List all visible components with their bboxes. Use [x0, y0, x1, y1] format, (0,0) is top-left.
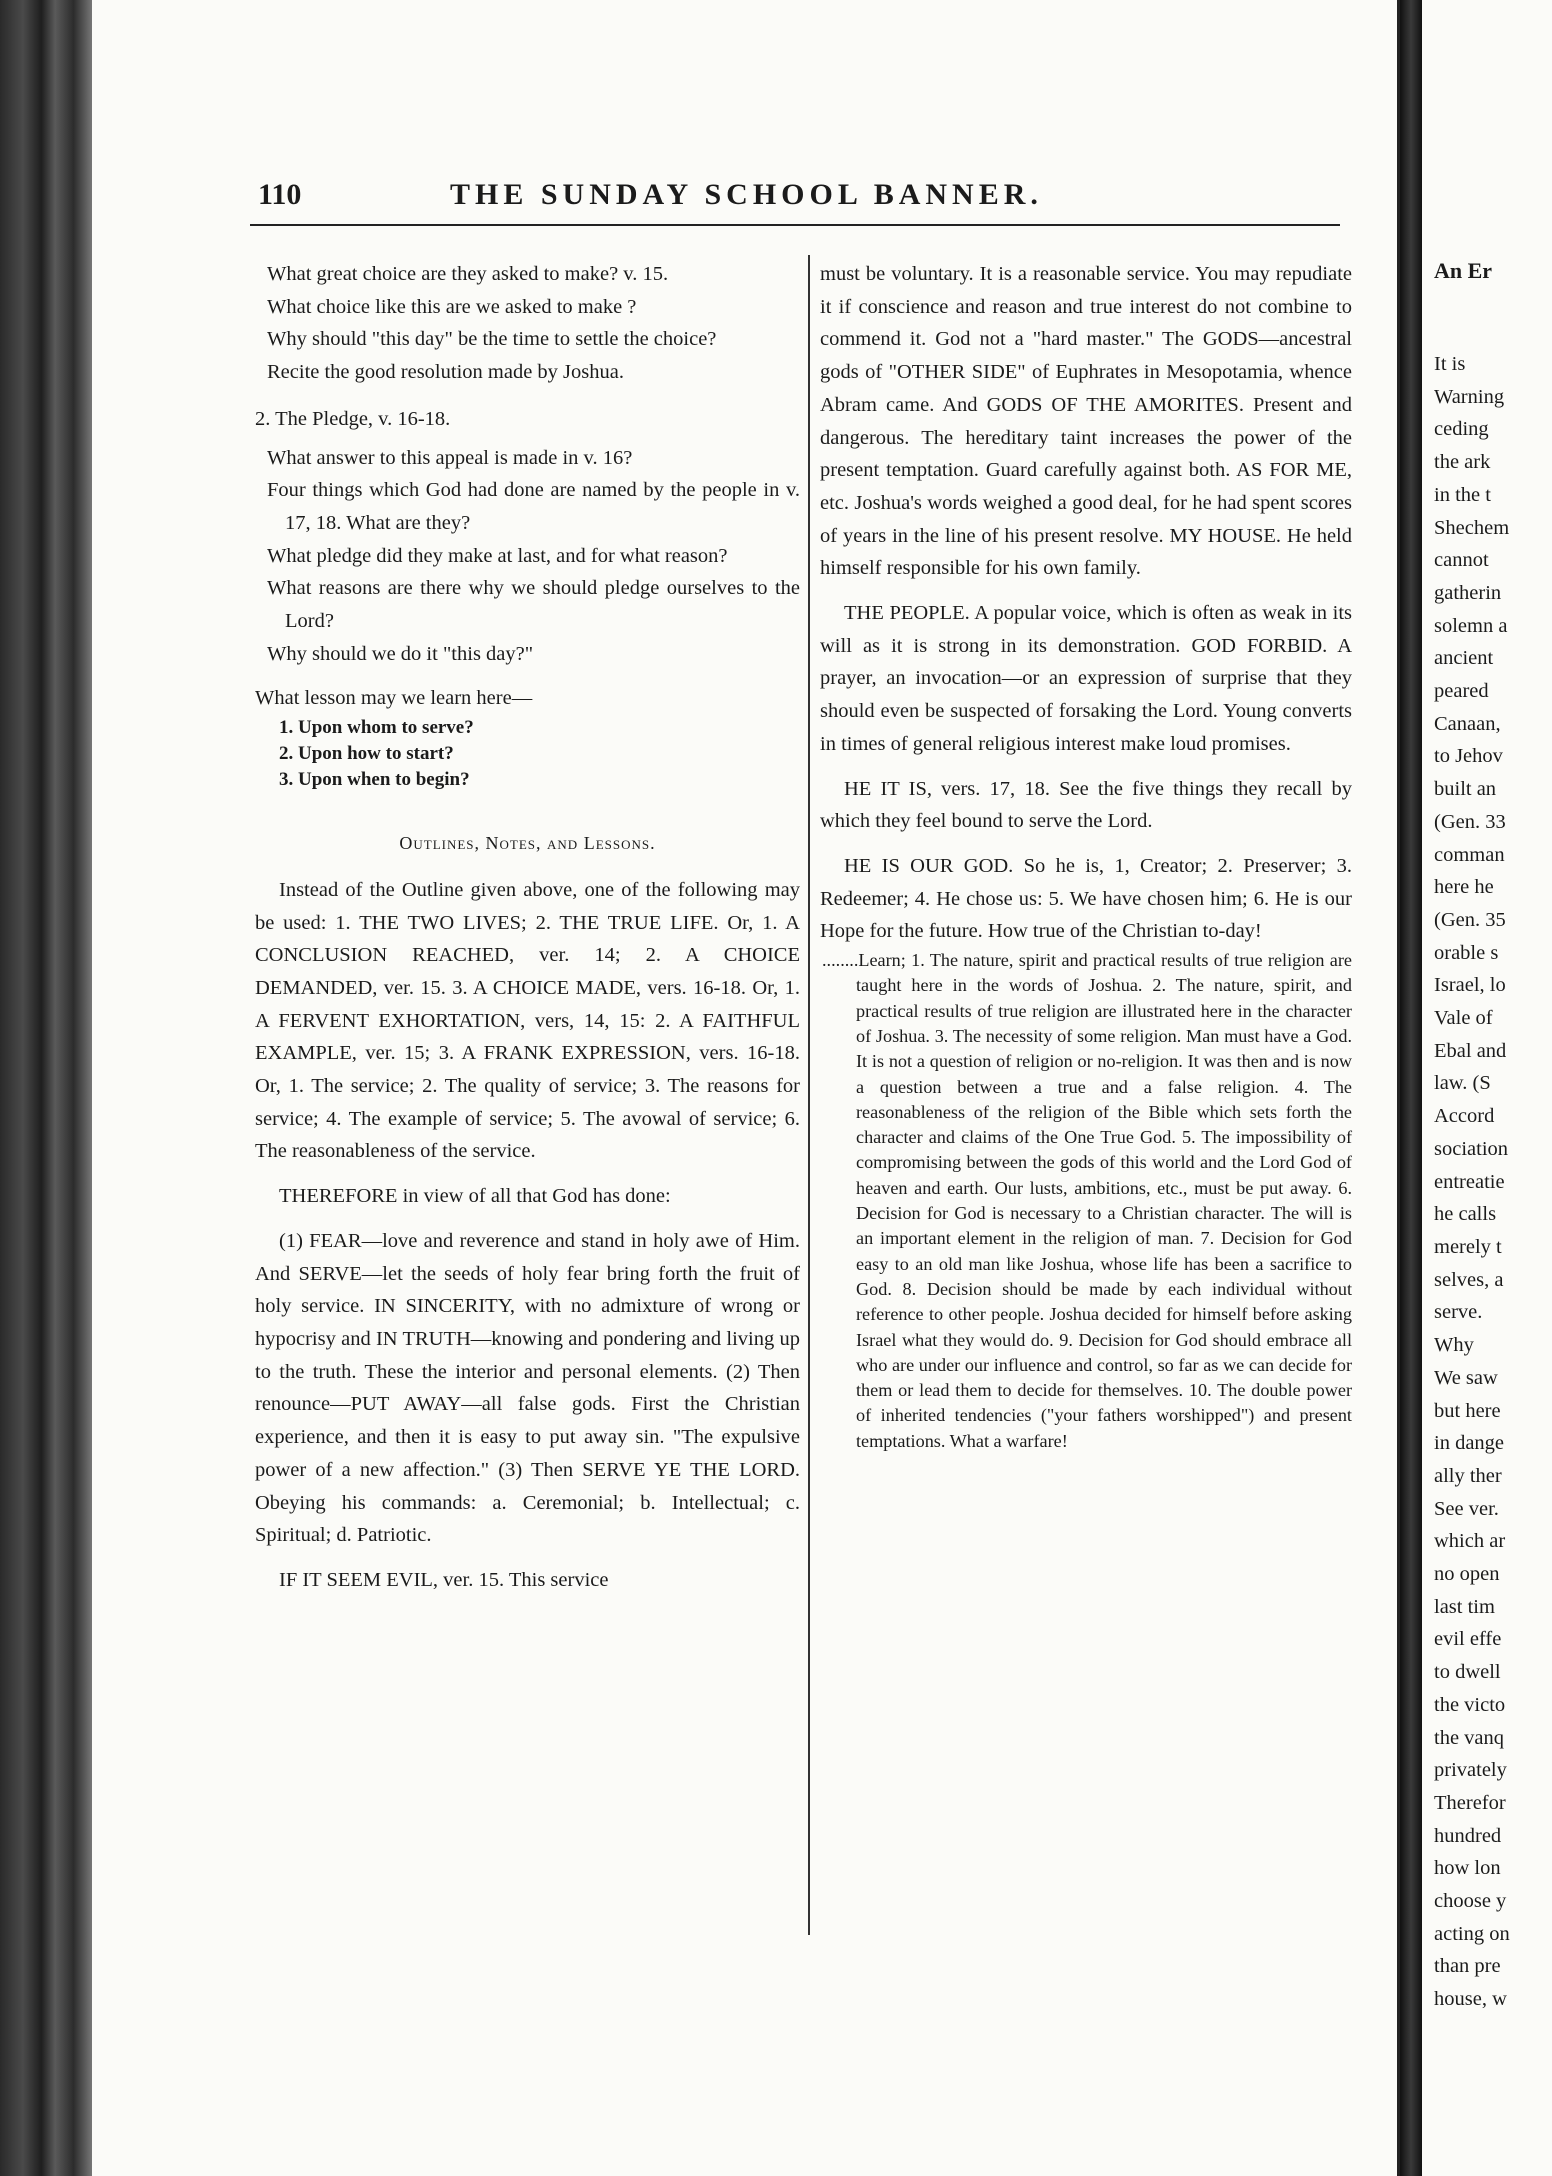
facing-page-line: merely t: [1434, 1235, 1502, 1258]
question: Recite the good resolution made by Joshua.: [267, 361, 624, 384]
question: What answer to this appeal is made in v. 16?: [267, 446, 633, 469]
lesson-item: 1. Upon whom to serve?: [279, 717, 474, 739]
facing-page-line: sociation: [1434, 1137, 1509, 1160]
question: Four things which God had done are named by the people in v. 17, 18. What are they?: [267, 479, 800, 534]
facing-page-line: peared: [1434, 680, 1489, 703]
facing-page-line: house, w: [1434, 1988, 1507, 2011]
facing-page-heading: An Er: [1434, 258, 1493, 283]
facing-page-line: ancient: [1434, 647, 1494, 670]
facing-page-line: built an: [1434, 778, 1497, 801]
facing-page-line: choose y: [1434, 1890, 1507, 1913]
outlines-heading: Outlines, Notes, and Lessons.: [399, 833, 656, 854]
facing-page-line: but here: [1434, 1399, 1501, 1422]
facing-page-line: (Gen. 35: [1434, 908, 1506, 931]
facing-page-line: serve.: [1434, 1301, 1483, 1324]
facing-page-line: in the t: [1434, 483, 1491, 506]
right-column: [820, 258, 1352, 1454]
question: What reasons are there why we should pledge ourselves to the Lord?: [267, 577, 800, 633]
paragraph: IF IT SEEM EVIL, ver. 15. This service: [279, 1568, 609, 1591]
facing-page-line: Therefor: [1434, 1791, 1506, 1814]
lesson-intro: What lesson may we learn here—: [255, 687, 533, 710]
paragraph: Instead of the Outline given above, one of the following may be used: 1. THE TWO LIVES; 2. THE TRUE LIFE. Or, 1. A CONCLUSION REACHED, ver. 14; 2. A CHOICE DEMANDED, ver. 15. 3. A CHOICE MADE, vers. 16-18. Or, 1. A FERVENT EXHORTATION, vers, 14, 15: 2. A FAITHFUL EXAMPLE, ver. 15; 3. A FRANK EXPRESSION, vers. 16-18. Or, 1. The service; 2. The quality of service; 3. The reasons for service; 4. The example of service; 5. The avowal of service; 6. The reasonableness of the service.: [255, 878, 800, 1163]
facing-page-line: orable s: [1434, 941, 1499, 964]
facing-page-line: than pre: [1434, 1955, 1501, 1978]
facing-page-line: Warning: [1434, 385, 1505, 408]
paragraph: (1) FEAR—love and reverence and stand in holy awe of Him. And SERVE—let the seeds of holy fear bring forth the fruit of holy service. IN SINCERITY, with no admixture of wrong or hypocrisy and IN TRUTH—knowing and pondering and living up to the truth. These the interior and personal elements. (2) Then renounce—PUT AWAY—all false gods. First the Christian experience, and then it is easy to put away sin. "The expulsive power of a new affection." (3) Then SERVE YE THE LORD. Obeying his commands: a. Ceremonial; b. Intellectual; c. Spiritual; d. Patriotic.: [255, 1229, 800, 1547]
lesson-item: 2. Upon how to start?: [279, 743, 454, 765]
book-binding-edge: [0, 0, 92, 2176]
facing-page-line: comman: [1434, 843, 1505, 866]
facing-page-line: privately: [1434, 1759, 1507, 1782]
facing-page-line: We saw: [1434, 1366, 1498, 1389]
facing-page-line: Shechem: [1434, 516, 1510, 539]
facing-page-text: [1422, 348, 1510, 2016]
paragraph: HE IT IS, vers. 17, 18. See the five things they recall by which they feel bound to serve the Lord.: [820, 777, 1352, 833]
facing-page-line: cannot: [1434, 549, 1489, 572]
facing-page-line: Accord: [1434, 1105, 1495, 1128]
facing-page-line: evil effe: [1434, 1628, 1502, 1651]
facing-page-line: Israel, lo: [1434, 974, 1506, 997]
question: Why should we do it "this day?": [267, 642, 534, 665]
facing-page-line: entreatie: [1434, 1170, 1505, 1193]
facing-page-line: the vanq: [1434, 1726, 1505, 1749]
facing-page-line: acting on: [1434, 1922, 1510, 1945]
facing-page-line: the victo: [1434, 1693, 1506, 1716]
column-divider: [808, 255, 810, 1935]
facing-page-line: hundred: [1434, 1824, 1502, 1847]
running-title: THE SUNDAY SCHOOL BANNER.: [450, 178, 1043, 211]
facing-page-line: in dange: [1434, 1432, 1505, 1455]
left-column: [255, 258, 800, 1597]
page-gutter: [1400, 0, 1422, 2176]
learn-note: ........Learn; 1. The nature, spirit and practical results of true religion are taught here in the words of Joshua. 2. The nature, spirit, and practical results of true religion are illustrated here in the character of Joshua. 3. The necessity of some religion. Man must have a God. It is not a question of religion or no-religion. It was then and is now a question between a true and a false religion. 4. The reasonableness of the religion of the Bible which sets forth the character and claims of the One True God. 5. The impossibility of compromising between the gods of this world and the Lord God of heaven and earth. Our lusts, ambitions, etc., must be put away. 6. Decision for God is necessary to a Christian character. The will is an important element in the religion of man. 7. Decision for God easy to an old man like Joshua, whose life has been a sacrifice to God. 8. Decision should be made by each individual without reference to other people. Joshua decided for himself before asking Israel what they would do. 9. Decision for God should embrace all who are under our influence and control, so far as we can decide for them or lead them to decide for themselves. 10. The double power of inherited tendencies ("your fathers worshipped") and present temptations. What a warfare!: [822, 950, 1352, 1451]
facing-page-line: ceding: [1434, 418, 1489, 441]
facing-page-line: gatherin: [1434, 581, 1502, 604]
facing-page-line: Ebal and: [1434, 1039, 1507, 1062]
facing-page-line: Canaan,: [1434, 712, 1501, 735]
running-header: [250, 178, 1340, 226]
question: What choice like this are we asked to make ?: [267, 295, 637, 318]
lesson-item: 3. Upon when to begin?: [279, 769, 470, 791]
question: Why should "this day" be the time to settle the choice?: [267, 328, 717, 351]
paragraph: must be voluntary. It is a reasonable service. You may repudiate it if conscience and reason and true interest do not combine to commend it. God not a "hard master." The GODS—ancestral gods of "OTHER SIDE" of Euphrates in Mesopotamia, whence Abram came. And GODS OF THE AMORITES. Present and dangerous. The hereditary taint increases the power of the present temptation. Guard carefully against both. AS FOR ME, etc. Joshua's words weighed a good deal, for he had spent scores of years in the line of his present resolve. MY HOUSE. He held himself responsible for his own family.: [820, 263, 1352, 580]
facing-page-line: he calls: [1434, 1203, 1497, 1226]
paragraph: THEREFORE in view of all that God has done:: [279, 1185, 671, 1208]
facing-page-line: the ark: [1434, 451, 1491, 474]
facing-page-line: here he: [1434, 876, 1494, 899]
question: What great choice are they asked to make? v. 15.: [267, 263, 669, 285]
facing-page-line: It is: [1434, 353, 1466, 375]
facing-page-line: ally ther: [1434, 1464, 1502, 1487]
facing-page-line: law. (S: [1434, 1072, 1491, 1095]
question: What pledge did they make at last, and for what reason?: [267, 544, 728, 567]
facing-page-line: which ar: [1434, 1530, 1506, 1553]
section-heading-pledge: 2. The Pledge, v. 16-18.: [255, 407, 451, 430]
facing-page-line: how lon: [1434, 1857, 1501, 1880]
paragraph: THE PEOPLE. A popular voice, which is often as weak in its will as it is strong in its demonstration. GOD FORBID. A prayer, an invocation—or an expression of surprise that they should even be suspected of forsaking the Lord. Young converts in times of general religious interest make loud promises.: [820, 602, 1352, 755]
facing-page-line: no open: [1434, 1563, 1500, 1586]
paragraph: HE IS OUR GOD. So he is, 1, Creator; 2. Preserver; 3. Redeemer; 4. He chose us: 5. We have chosen him; 6. He is our Hope for the future. How true of the Christian to-day!: [820, 854, 1352, 943]
facing-page-line: Vale of: [1434, 1007, 1493, 1030]
facing-page-fragment: [1422, 0, 1552, 2176]
facing-page-line: (Gen. 33: [1434, 810, 1506, 833]
facing-page-line: last tim: [1434, 1595, 1495, 1618]
facing-page-line: solemn a: [1434, 614, 1508, 637]
facing-page-line: selves, a: [1434, 1268, 1504, 1291]
facing-page-line: Why: [1434, 1334, 1474, 1357]
facing-page-line: to Jehov: [1434, 745, 1503, 768]
facing-page-line: See ver.: [1434, 1497, 1499, 1520]
facing-page-line: to dwell: [1434, 1661, 1501, 1684]
page-number: 110: [258, 178, 302, 211]
